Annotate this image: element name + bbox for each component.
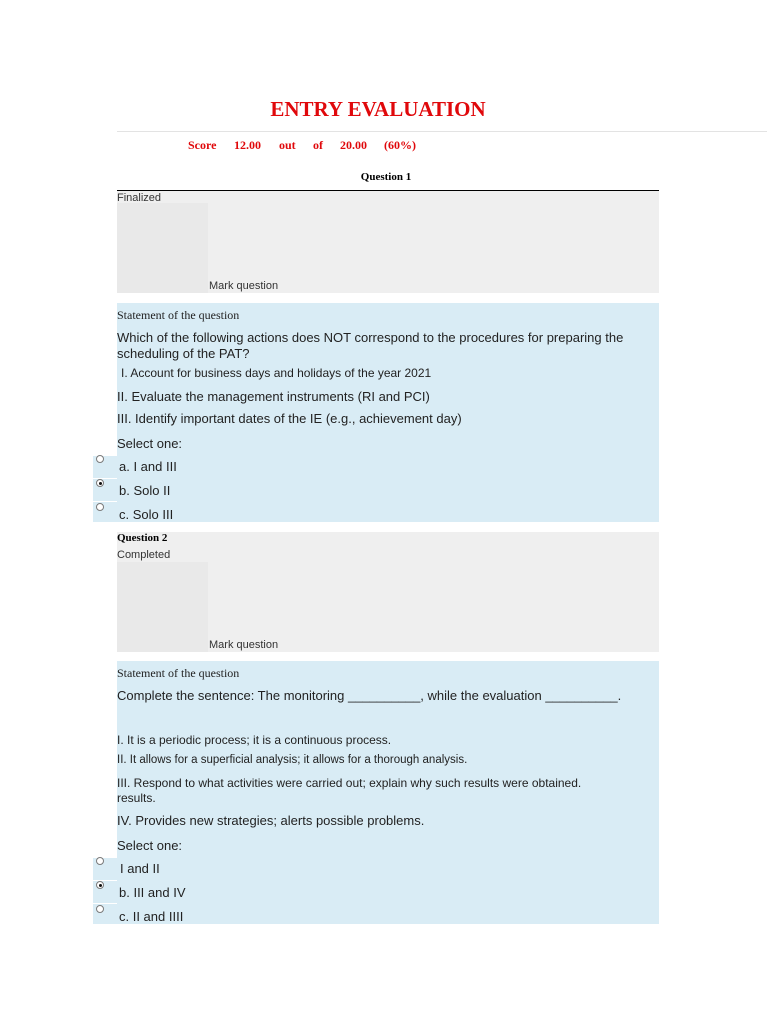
question-1-mark-link[interactable]: Mark question [209, 280, 279, 292]
question-2-text: Complete the sentence: The monitoring __________, while the evaluation __________. [117, 688, 622, 703]
question-1-choice-b-label[interactable]: b. Solo II [119, 483, 171, 498]
title-divider [117, 131, 767, 132]
question-2-item-3-continued: results. [117, 791, 156, 805]
question-2-choice-a-label[interactable]: I and II [120, 861, 160, 876]
question-1-state: Finalized [117, 192, 162, 204]
question-1-select-label: Select one: [117, 436, 183, 451]
question-2-mark-link[interactable]: Mark question [209, 639, 279, 651]
question-1-item-3: III. Identify important dates of the IE (e.g., achievement day) [117, 411, 462, 426]
question-1-content [117, 303, 659, 522]
page-title: ENTRY EVALUATION [270, 97, 486, 121]
question-2-item-3: III. Respond to what activities were carried out; explain why such results were obtained. [117, 776, 582, 790]
question-1-choice-a-label[interactable]: a. I and III [119, 459, 177, 474]
question-1-info-panel [117, 191, 659, 293]
question-2-item-4: IV. Provides new strategies; alerts possible problems. [117, 813, 425, 828]
question-2-choice-c-label[interactable]: c. II and IIII [119, 909, 184, 924]
question-2-state: Completed [117, 549, 171, 561]
question-2-choice-b-label[interactable]: b. III and IV [119, 885, 186, 900]
question-2-item-2: II. It allows for a superficial analysis; it allows for a thorough analysis. [117, 754, 468, 766]
question-2-choice-b-radio[interactable] [96, 881, 104, 889]
score-out-word: out [279, 138, 296, 152]
question-2-select-label: Select one: [117, 838, 183, 853]
question-1-choice-c-radio[interactable] [96, 503, 104, 511]
question-2-item-1: I. It is a periodic process; it is a continuous process. [117, 733, 392, 747]
question-1-item-2: II. Evaluate the management instruments (RI and PCI) [117, 389, 430, 404]
question-1-choice-a-radio[interactable] [96, 455, 104, 463]
question-1-choice-b-radio[interactable] [96, 479, 104, 487]
question-1-text: Which of the following actions does NOT correspond to the procedures for preparing the scheduling of the PAT? [117, 330, 624, 361]
question-2-choice-c-radio[interactable] [96, 905, 104, 913]
score-percent: (60%) [384, 138, 416, 152]
question-1-statement-label: Statement of the question [117, 308, 240, 322]
question-2-info-panel [117, 532, 659, 652]
question-2-statement-label: Statement of the question [117, 666, 240, 680]
score-value: 12.00 [234, 138, 261, 152]
score-label: Score [188, 138, 217, 152]
question-1-heading: Question 1 [360, 171, 412, 183]
question-1-item-1: I. Account for business days and holidays of the year 2021 [121, 366, 432, 380]
score-of-word: of [313, 138, 323, 152]
question-1-choice-c-label[interactable]: c. Solo III [119, 507, 174, 522]
question-2-content [117, 661, 659, 924]
question-2-heading: Question 2 [117, 532, 168, 544]
question-2-choice-a-radio[interactable] [96, 857, 104, 865]
score-total: 20.00 [340, 138, 367, 152]
